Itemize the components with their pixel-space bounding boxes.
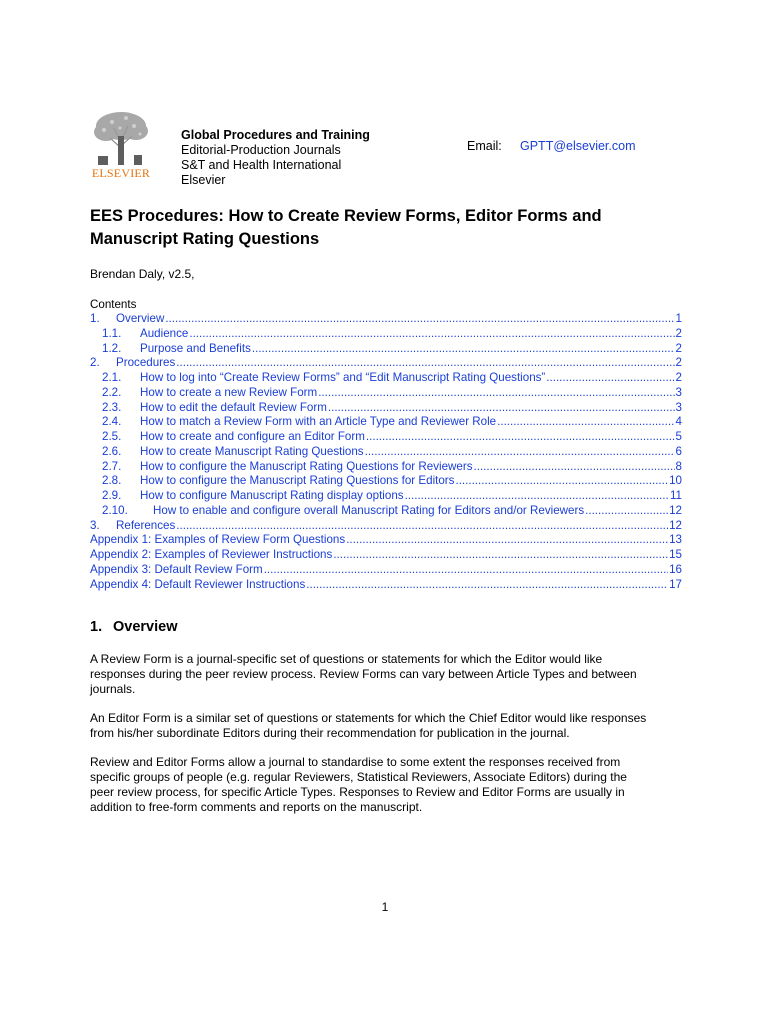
table-of-contents: [90, 297, 682, 592]
toc-entry-number: 2.: [90, 356, 100, 370]
paragraph-line: from his/her subordinate Editors during their recommendation for publication in the journal.: [90, 726, 570, 740]
paragraph-editor-form: [90, 711, 680, 741]
toc-heading: Contents: [90, 298, 137, 311]
toc-entry-display-options[interactable]: [90, 489, 682, 504]
toc-entry-number: 2.5.: [102, 430, 122, 443]
toc-entry-text: Procedures: [116, 356, 176, 370]
toc-entry-appendix-1[interactable]: [90, 533, 682, 548]
toc-entry-page: 5: [675, 430, 682, 443]
paragraph-line: Review and Editor Forms allow a journal to standardise to some extent the responses received from: [90, 755, 621, 769]
toc-entry-text: How to configure the Manuscript Rating Questions for Reviewers: [140, 459, 473, 473]
toc-entry-page: 12: [669, 518, 682, 532]
toc-entry-rating-reviewers[interactable]: [90, 460, 682, 475]
toc-entry-number: 1.2.: [102, 341, 122, 355]
toc-entry-text: How to configure Manuscript Rating display options: [140, 489, 404, 502]
paragraph-line: An Editor Form is a similar set of questions or statements for which the Chief Editor would like responses: [90, 711, 647, 725]
toc-entry-text: Appendix 2: Examples of Reviewer Instructions: [90, 548, 333, 561]
elsevier-logo: [90, 108, 152, 180]
toc-entry-number: 1.: [90, 312, 100, 325]
toc-leader-dots: [328, 401, 675, 416]
toc-entry-appendix-4[interactable]: [90, 578, 682, 593]
toc-entry-number: 2.9.: [102, 489, 122, 502]
page-number: 1: [381, 900, 389, 914]
toc-entry-number: 2.8.: [102, 474, 122, 488]
toc-entry-editor-form[interactable]: [90, 430, 682, 445]
toc-leader-dots: [405, 489, 669, 504]
toc-entry-number: 2.3.: [102, 400, 122, 414]
header-line-3: S&T and Health International: [181, 158, 342, 172]
toc-entry-references[interactable]: [90, 519, 682, 534]
toc-entry-overall-rating[interactable]: [90, 504, 682, 519]
toc-entry-procedures[interactable]: [90, 356, 682, 371]
paragraph-review-form: [90, 652, 680, 697]
toc-entry-page: 4: [675, 415, 682, 429]
toc-entry-page: 17: [669, 577, 682, 591]
toc-entry-text: Purpose and Benefits: [140, 341, 251, 355]
toc-entry-page: 3: [675, 400, 682, 414]
toc-entry-page: 11: [669, 489, 682, 502]
toc-entry-number: 2.10.: [102, 503, 128, 517]
toc-entry-edit-default-form[interactable]: [90, 401, 682, 416]
toc-leader-dots: [497, 415, 674, 430]
toc-leader-dots: [176, 519, 668, 534]
toc-leader-dots: [546, 371, 674, 386]
toc-leader-dots: [264, 563, 668, 578]
toc-entry-text: How to create a new Review Form: [140, 385, 318, 399]
toc-entry-page: 15: [669, 548, 682, 561]
toc-entry-text: Audience: [140, 326, 189, 340]
toc-entry-page: 16: [669, 562, 682, 576]
header-line-4: Elsevier: [181, 173, 226, 187]
paragraph-line: addition to free-form comments and reports on the manuscript.: [90, 800, 423, 814]
section-title: Overview: [113, 619, 178, 635]
toc-entry-text: How to create Manuscript Rating Questions: [140, 444, 364, 458]
paragraph-line: specific groups of people (e.g. regular Reviewers, Statistical Reviewers, Associate Editors) during the: [90, 770, 627, 784]
toc-leader-dots: [176, 356, 674, 371]
paragraph-line: peer review process, for specific Article Types. Responses to Review and Editor Forms are usually in: [90, 785, 625, 799]
toc-leader-dots: [366, 430, 675, 445]
toc-leader-dots: [189, 327, 674, 342]
toc-entry-page: 13: [669, 533, 682, 547]
toc-entry-text: Appendix 4: Default Reviewer Instructions: [90, 577, 306, 591]
toc-entry-appendix-3[interactable]: [90, 563, 682, 578]
toc-entry-page: 6: [675, 444, 682, 458]
toc-leader-dots: [306, 578, 668, 593]
toc-entry-number: 2.6.: [102, 444, 122, 458]
toc-entry-number: 2.4.: [102, 415, 122, 429]
toc-entry-number: 2.2.: [102, 385, 122, 399]
toc-leader-dots: [333, 548, 668, 563]
toc-leader-dots: [455, 474, 668, 489]
toc-leader-dots: [252, 342, 675, 357]
email-link[interactable]: GPTT@elsevier.com: [520, 139, 636, 153]
paragraph-standardise: [90, 755, 680, 815]
toc-entry-number: 1.1.: [102, 326, 122, 340]
header-block: [181, 128, 370, 188]
section-heading-overview: [90, 619, 178, 635]
toc-entry-number: 3.: [90, 518, 100, 532]
toc-entry-rating-editors[interactable]: [90, 474, 682, 489]
toc-entry-page: 2: [675, 371, 682, 384]
toc-entry-page: 2: [675, 326, 682, 340]
toc-entry-text: How to configure the Manuscript Rating Questions for Editors: [140, 474, 455, 488]
toc-entry-overview[interactable]: [90, 312, 682, 327]
toc-entry-text: References: [116, 518, 176, 532]
toc-leader-dots: [318, 386, 674, 401]
toc-entry-login[interactable]: [90, 371, 682, 386]
toc-entry-page: 12: [669, 503, 682, 517]
toc-entry-text: How to create and configure an Editor Form: [140, 430, 365, 443]
toc-entry-audience[interactable]: [90, 327, 682, 342]
toc-entry-purpose[interactable]: [90, 342, 682, 357]
org-title: Global Procedures and Training: [181, 128, 370, 142]
toc-entry-rating-questions[interactable]: [90, 445, 682, 460]
paragraph-line: A Review Form is a journal-specific set of questions or statements for which the Editor would like: [90, 652, 603, 666]
toc-entry-page: 2: [675, 341, 682, 355]
toc-leader-dots: [585, 504, 668, 519]
toc-leader-dots: [474, 460, 675, 475]
toc-entry-match-review-form[interactable]: [90, 415, 682, 430]
toc-entry-text: Appendix 3: Default Review Form: [90, 562, 263, 576]
toc-entry-text: Appendix 1: Examples of Review Form Questions: [90, 533, 346, 547]
document-title: EES Procedures: How to Create Review Forms, Editor Forms and Manuscript Rating Questions: [90, 207, 602, 248]
email-label: Email:: [467, 139, 502, 153]
toc-entry-text: How to enable and configure overall Manuscript Rating for Editors and/or Reviewers: [153, 503, 585, 517]
header-line-2: Editorial-Production Journals: [181, 143, 341, 157]
toc-leader-dots: [165, 312, 674, 327]
logo-wordmark: ELSEVIER: [91, 166, 151, 180]
toc-entry-page: 10: [669, 474, 682, 488]
toc-entry-create-review-form[interactable]: [90, 386, 682, 401]
tree-logo-icon: [90, 108, 152, 166]
toc-entry-text: How to match a Review Form with an Article Type and Reviewer Role: [140, 415, 497, 429]
toc-entry-text: How to edit the default Review Form: [140, 400, 327, 414]
toc-entry-page: 1: [675, 312, 682, 325]
toc-entry-text: Overview: [116, 312, 165, 325]
toc-leader-dots: [346, 533, 668, 548]
toc-entry-text: How to log into “Create Review Forms” and “Edit Manuscript Rating Questions”: [140, 371, 546, 384]
toc-entry-page: 3: [675, 385, 682, 399]
toc-entry-page: 2: [675, 356, 682, 370]
toc-leader-dots: [365, 445, 675, 460]
toc-entry-appendix-2[interactable]: [90, 548, 682, 563]
paragraph-line: responses during the peer review process. Review Forms can vary between Article Types and between: [90, 667, 637, 681]
section-number: 1.: [90, 619, 103, 635]
paragraph-line: journals.: [90, 682, 136, 696]
toc-entry-number: 2.1.: [102, 371, 122, 384]
toc-entry-number: 2.7.: [102, 459, 122, 473]
author-line: Brendan Daly, v2.5,: [90, 267, 195, 281]
toc-entry-page: 8: [675, 459, 682, 473]
